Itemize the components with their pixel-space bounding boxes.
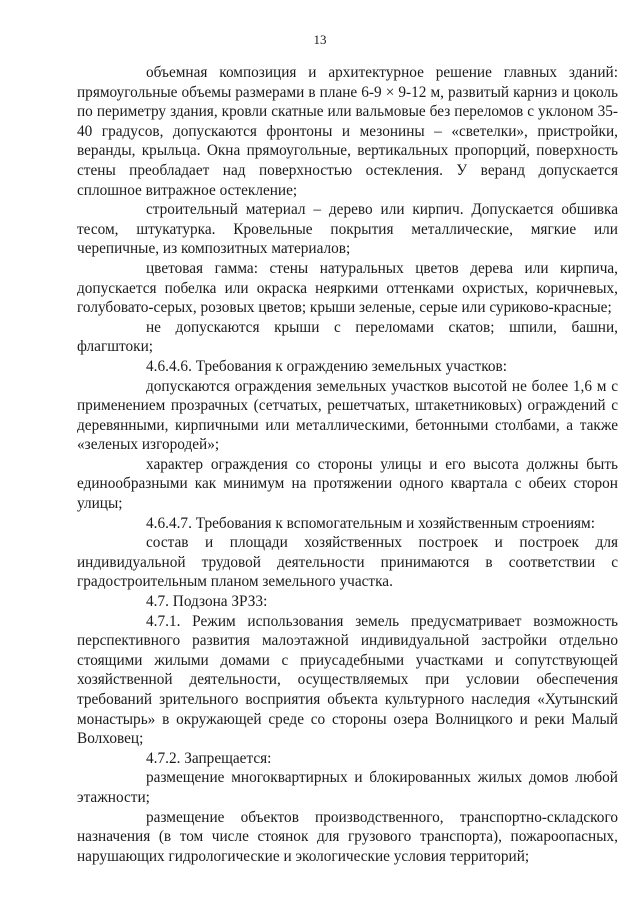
paragraph-fence-height: допускаются ограждения земельных участков высотой не более 1,6 м с применением прозрачных (сетчатых, решетчатых, штакетниковых) ограждений с деревянными, кирпичными или металлическими, бетонными столбами, а также «зеленых изгородей»; (77, 377, 618, 454)
paragraph-architecture: объемная композиция и архитектурное решение главных зданий: прямоугольные объемы размерами в плане 6-9 × 9-12 м, развитый карниз и цоколь по периметру здания, кровли скатные или вальмовые без переломов с уклоном 35-40 градусов, допускаются фронтоны и мезонины – «светелки», пристройки, веранды, крыльца. Окна прямоугольные, вертикальных пропорций, поверхность стены преобладает над поверхностью остекления. У веранд допускается сплошное витражное остекление; (77, 64, 618, 199)
heading-4-7: 4.7. Подзона ЗРЗ3: (146, 593, 268, 611)
heading-4-6-4-7: 4.6.4.7. Требования к вспомогательным и хозяйственным строениям: (146, 514, 595, 532)
paragraph-roof-restrictions: не допускаются крыши с переломами скатов; шпили, башни, флагштоки; (77, 318, 618, 356)
document-body (77, 63, 618, 866)
paragraph-4-7-1: 4.7.1. Режим использования земель предусматривает возможность перспективного развития малоэтажной индивидуальной застройки отдельно стоящими жилыми домами с приусадебными участками и сопутствующей хозяйственной деятельности, осуществляемых при условии обеспечения требований зрительного восприятия объекта культурного наследия «Хутынский монастырь» в окружающей среде со стороны озера Волницкого и реки Малый Волховец; (77, 612, 618, 748)
heading-4-6-4-6: 4.6.4.6. Требования к ограждению земельных участков: (146, 357, 508, 375)
paragraph-building-material: строительный материал – дерево или кирпич. Допускается обшивка тесом, штукатурка. Кровельные покрытия металлические, мягкие или черепичные, из композитных материалов; (77, 201, 618, 258)
page-number: 13 (313, 32, 327, 47)
paragraph-prohibited-industrial: размещение объектов производственного, транспортно-складского назначения (в том числе стоянок для грузового транспорта), пожароопасных, нарушающих гидрологические и экологические условия территорий; (77, 808, 618, 865)
paragraph-fence-character: характер ограждения со стороны улицы и его высота должны быть единообразными как минимум на протяжении одного квартала с обеих сторон улицы; (77, 455, 618, 513)
heading-4-7-2: 4.7.2. Запрещается: (146, 749, 272, 767)
paragraph-prohibited-housing: размещение многоквартирных и блокированных жилых домов любой этажности; (77, 769, 618, 806)
paragraph-auxiliary-buildings: состав и площади хозяйственных построек и построек для индивидуальной трудовой деятельности принимаются в соответствии с градостроительным планом земельного участка. (77, 534, 618, 591)
paragraph-color-scheme: цветовая гамма: стены натуральных цветов дерева или кирпича, допускается побелка или окраска неяркими оттенками охристых, коричневых, голубовато-серых, розовых цветов; крыши зеленые, серые или суриково-красные; (77, 259, 618, 317)
